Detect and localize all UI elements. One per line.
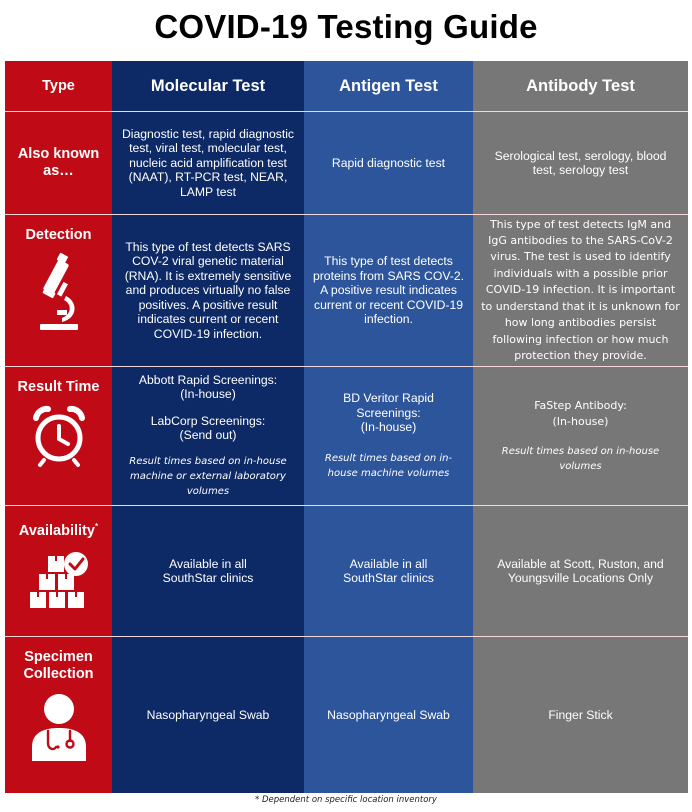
specimen-antibody: Finger Stick: [473, 637, 688, 793]
aka-antibody: Serological test, serology, blood test, serology test: [473, 112, 688, 214]
header-row: [5, 61, 688, 111]
result-antibody: [473, 367, 688, 505]
header-antigen: Antigen Test: [304, 61, 473, 111]
alarm-clock-icon: [28, 404, 90, 468]
aka-label-cell: [5, 112, 112, 214]
header-type: Type: [5, 61, 112, 111]
detection-row: [5, 215, 688, 366]
availability-label: Availability: [18, 522, 95, 539]
result-label: Result Time: [17, 379, 100, 395]
availability-molecular: Available in all SouthStar clinics: [112, 506, 304, 636]
header-antibody: Antibody Test: [473, 61, 688, 111]
availability-antibody: Available at Scott, Ruston, and Youngsville Locations Only: [473, 506, 688, 636]
result-antigen-note: Result times based on in-house machine volumes: [324, 452, 453, 479]
specimen-label: Specimen Collection: [23, 649, 94, 682]
result-time-row: [5, 367, 688, 505]
result-antibody-line2: (In-house): [552, 415, 609, 428]
specimen-row: [5, 637, 688, 793]
result-molecular-line4: (Send out): [179, 427, 237, 442]
detection-antibody: This type of test detects IgM and IgG antibodies to the SARS-CoV-2 virus. The test is used to identify individuals with a possible prior COVID-19 infection. It is important to understand that it is unknown for how long antibodies persist following infection or how much protection they provide.: [473, 215, 688, 366]
result-label-cell: [5, 367, 112, 505]
page-title: COVID-19 Testing Guide: [154, 8, 538, 45]
aka-row: [5, 112, 688, 214]
result-antibody-line1: FaStep Antibody:: [534, 398, 627, 412]
result-molecular-note: Result times based on in-house machine or external laboratory volumes: [129, 456, 287, 498]
result-molecular-line3: LabCorp Screenings:: [150, 413, 266, 428]
detection-label: Detection: [25, 227, 92, 243]
detection-label-cell: [5, 215, 112, 366]
result-antigen-line1: BD Veritor Rapid Screenings:: [343, 391, 434, 420]
result-molecular-line2: (In-house): [180, 387, 236, 402]
specimen-antigen: Nasopharyngeal Swab: [304, 637, 473, 793]
specimen-molecular: Nasopharyngeal Swab: [112, 637, 304, 793]
result-antigen-line2: (In-house): [360, 420, 417, 435]
doctor-icon: [28, 691, 90, 761]
microscope-icon: [36, 252, 82, 338]
availability-label-wrap: [19, 518, 98, 540]
result-antibody-note: Result times based on in-house volumes: [501, 446, 660, 473]
availability-label-cell: [5, 506, 112, 636]
availability-row: [5, 506, 688, 636]
header-molecular: Molecular Test: [112, 61, 304, 111]
aka-molecular: Diagnostic test, rapid diagnostic test, viral test, molecular test, nucleic acid amplification test (NAAT), RT-PCR test, NEAR, LAMP test: [112, 112, 304, 214]
specimen-label-cell: [5, 637, 112, 793]
result-molecular-line1: Abbott Rapid Screenings:: [138, 372, 278, 387]
availability-marker: *: [94, 522, 99, 531]
boxes-check-icon: [26, 548, 92, 612]
aka-label: Also known as…: [17, 146, 100, 179]
detection-molecular: This type of test detects SARS COV-2 viral genetic material (RNA). It is extremely sensitive and produces virtually no false positives. A positive result indicates current or recent COVID-19 infection.: [112, 215, 304, 366]
footnote: * Dependent on specific location inventory: [255, 795, 437, 805]
aka-antigen: Rapid diagnostic test: [304, 112, 473, 214]
detection-antigen: This type of test detects proteins from SARS COV-2. A positive result indicates current or recent COVID-19 infection.: [304, 215, 473, 366]
result-antigen: [304, 367, 473, 505]
availability-antigen: Available in all SouthStar clinics: [304, 506, 473, 636]
result-molecular: [112, 367, 304, 505]
